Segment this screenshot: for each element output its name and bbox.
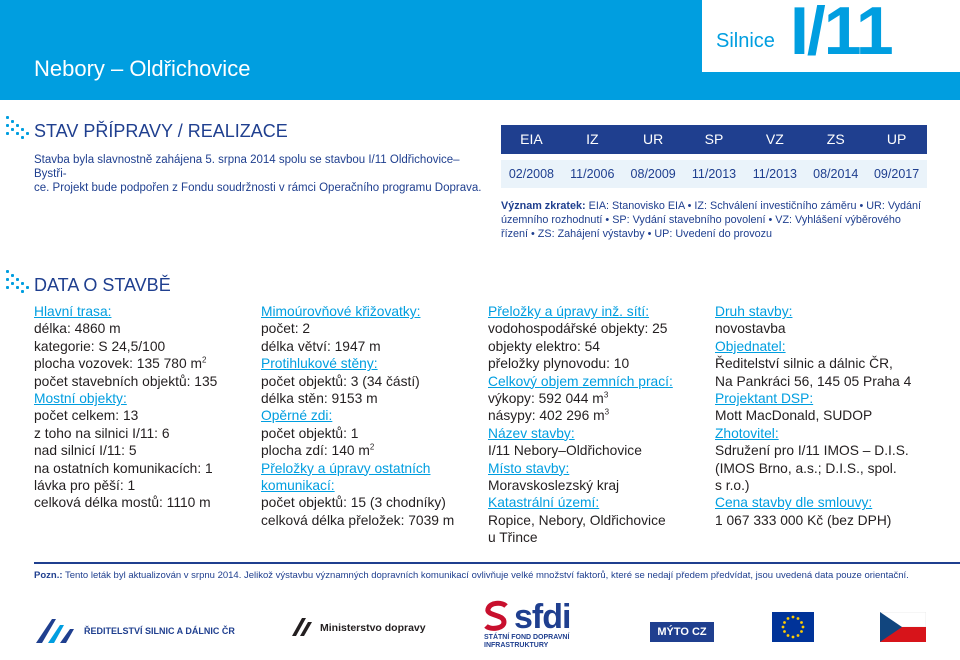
heading-project-name: Název stavby:: [488, 425, 575, 441]
heading-location: Místo stavby:: [488, 460, 570, 476]
sfdi-s-icon: [482, 600, 512, 632]
status-text-line: ce. Projekt bude podpořen z Fondu soudržnosti v rámci Operačního programu Doprava.: [34, 182, 482, 194]
data-column-4: [715, 303, 955, 529]
milestone-header: EIA: [520, 131, 543, 147]
data-line: počet objektů: 15 (3 chodníky): [261, 495, 446, 511]
route-title: Nebory – Oldřichovice: [34, 56, 251, 81]
heading-junctions: Mimoúrovňové křižovatky:: [261, 304, 421, 319]
data-column-3: [488, 303, 708, 547]
czech-flag-icon: [880, 612, 926, 642]
data-line: výkopy: 592 044 $m^3$: [488, 390, 609, 407]
footnote-text: Tento leták byl aktualizován v srpnu 2014. Jelikož výstavbu významných dopravních komunikací ovlivňuje velké množství faktorů, které se nedají předem předvídat, jsou uvedená data pouze orientační.: [62, 570, 909, 581]
heading-relocations-cont: komunikací:: [261, 478, 335, 494]
heading-client: Objednatel:: [715, 338, 786, 354]
data-line: Ředitelství silnic a dálnic ČR,: [715, 356, 893, 372]
data-line: celková délka přeložek: 7039 m: [261, 512, 455, 528]
milestone-date: 08/2009: [630, 167, 676, 181]
data-line: kategorie: S 24,5/100: [34, 338, 166, 354]
eu-flag-icon: [772, 612, 814, 642]
heading-networks: Přeložky a úpravy inž. sítí:: [488, 304, 650, 319]
data-line: celková délka mostů: 1110 m: [34, 495, 211, 511]
footnote: [34, 570, 909, 581]
heading-bridges: Mostní objekty:: [34, 391, 127, 407]
data-line: počet stavebních objektů: 135: [34, 373, 218, 389]
milestone-header: VZ: [765, 131, 784, 147]
heading-contract-price: Cena stavby dle smlouvy:: [715, 495, 873, 511]
data-line: délka stěn: 9153 m: [261, 391, 378, 407]
data-line: novostavba: [715, 321, 786, 337]
data-column-1: [34, 303, 254, 512]
milestone-header: IZ: [586, 131, 599, 147]
data-column-2: [261, 303, 481, 529]
data-line: vodohospodářské objekty: 25: [488, 321, 668, 337]
data-line: počet celkem: 13: [34, 408, 139, 424]
dots-icon: [6, 270, 32, 294]
data-line: násypy: 402 296 $m^3$: [488, 407, 610, 424]
heading-designer: Projektant DSP:: [715, 391, 814, 407]
data-line: délka: 4860 m: [34, 321, 121, 337]
ministry-logo-text: Ministerstvo dopravy: [320, 622, 426, 634]
milestone-date: 11/2013: [752, 167, 797, 181]
milestone-date: 08/2014: [813, 167, 859, 181]
myto-logo: MÝTO CZ: [650, 622, 714, 642]
heading-cadastre: Katastrální území:: [488, 495, 600, 511]
milestone-header: ZS: [826, 131, 845, 147]
heading-retaining-walls: Opěrné zdi:: [261, 408, 333, 424]
data-line: Sdružení pro I/11 IMOS – D.I.S.: [715, 443, 909, 459]
rsd-logo-icon: [34, 615, 82, 645]
heading-relocations: Přeložky a úpravy ostatních: [261, 460, 431, 476]
legend-label: Význam zkratek:: [501, 200, 586, 212]
milestone-date: 11/2006: [570, 167, 615, 181]
data-line: nad silnicí I/11: 5: [34, 443, 137, 459]
data-line: na ostatních komunikacích: 1: [34, 460, 213, 476]
heading-construction-type: Druh stavby:: [715, 304, 793, 319]
data-line: počet objektů: 3 (34 částí): [261, 373, 420, 389]
footnote-label: Pozn.:: [34, 570, 63, 581]
milestone-date: 11/2013: [691, 167, 737, 181]
milestone-header: UP: [886, 131, 907, 147]
data-line: z toho na silnici I/11: 6: [34, 425, 170, 441]
data-line: počet: 2: [261, 321, 311, 337]
heading-main-route: Hlavní trasa:: [34, 304, 112, 319]
data-line: plocha zdí: 140 $m^2$: [261, 442, 375, 459]
data-line: Ropice, Nebory, Oldřichovice: [488, 512, 666, 528]
status-text: [34, 153, 484, 195]
data-line: Na Pankráci 56, 145 05 Praha 4: [715, 373, 912, 389]
legend-text: EIA: Stanovisko EIA • IZ: Schválení investičního záměru • UR: Vydání územního rozhodnutí • SP: Vydání stavebního povolení • VZ: Vyhlášení výběrového řízení • ZS: Zahájení výstavby • UP: Uvedení do provozu: [501, 200, 922, 240]
milestone-date: 09/2017: [873, 167, 920, 181]
milestone-date: 02/2008: [508, 167, 555, 181]
rsd-logo-text: ŘEDITELSTVÍ SILNIC A DÁLNIC ČR: [84, 626, 235, 636]
data-line: počet objektů: 1: [261, 425, 359, 441]
data-line: Moravskoslezský kraj: [488, 478, 620, 494]
road-number: I/11: [790, 0, 892, 69]
sfdi-logo-text: sfdi: [514, 598, 571, 636]
ministry-logo-icon: [290, 616, 316, 638]
heading-noise-walls: Protihlukové stěny:: [261, 356, 378, 372]
data-line: přeložky plynovodu: 10: [488, 356, 630, 372]
data-line: objekty elektro: 54: [488, 338, 600, 354]
dots-icon: [6, 116, 32, 140]
data-line: plocha vozovek: 135 780 $m^2$: [34, 355, 207, 372]
road-word: Silnice: [716, 30, 775, 52]
milestone-header: UR: [643, 131, 664, 147]
data-line: Mott MacDonald, SUDOP: [715, 408, 873, 424]
data-line: délka větví: 1947 m: [261, 338, 381, 354]
heading-contractor: Zhotovitel:: [715, 425, 779, 441]
milestone-date-row: [501, 160, 927, 188]
data-line: u Třince: [488, 530, 538, 546]
status-text-line: Stavba byla slavnostně zahájena 5. srpna 2014 spolu se stavbou I/11 Oldřichovice–Bystři-: [34, 154, 460, 180]
data-line: I/11 Nebory–Oldřichovice: [488, 443, 642, 459]
data-line: s r.o.): [715, 478, 750, 494]
sfdi-logo-subtext: STÁTNÍ FOND DOPRAVNÍ INFRASTRUKTURY: [484, 634, 570, 649]
note-divider: [34, 562, 960, 564]
data-line: (IMOS Brno, a.s.; D.I.S., spol.: [715, 460, 897, 476]
heading-earthworks: Celkový objem zemních prací:: [488, 373, 673, 389]
data-line: 1 067 333 000 Kč (bez DPH): [715, 512, 892, 528]
data-title: DATA O STAVBĚ: [34, 275, 171, 295]
data-line: lávka pro pěší: 1: [34, 478, 136, 494]
milestone-header-row: [501, 125, 927, 154]
abbreviation-legend: [501, 199, 929, 241]
status-title: STAV PŘÍPRAVY / REALIZACE: [34, 121, 288, 141]
milestone-header: SP: [704, 131, 724, 147]
